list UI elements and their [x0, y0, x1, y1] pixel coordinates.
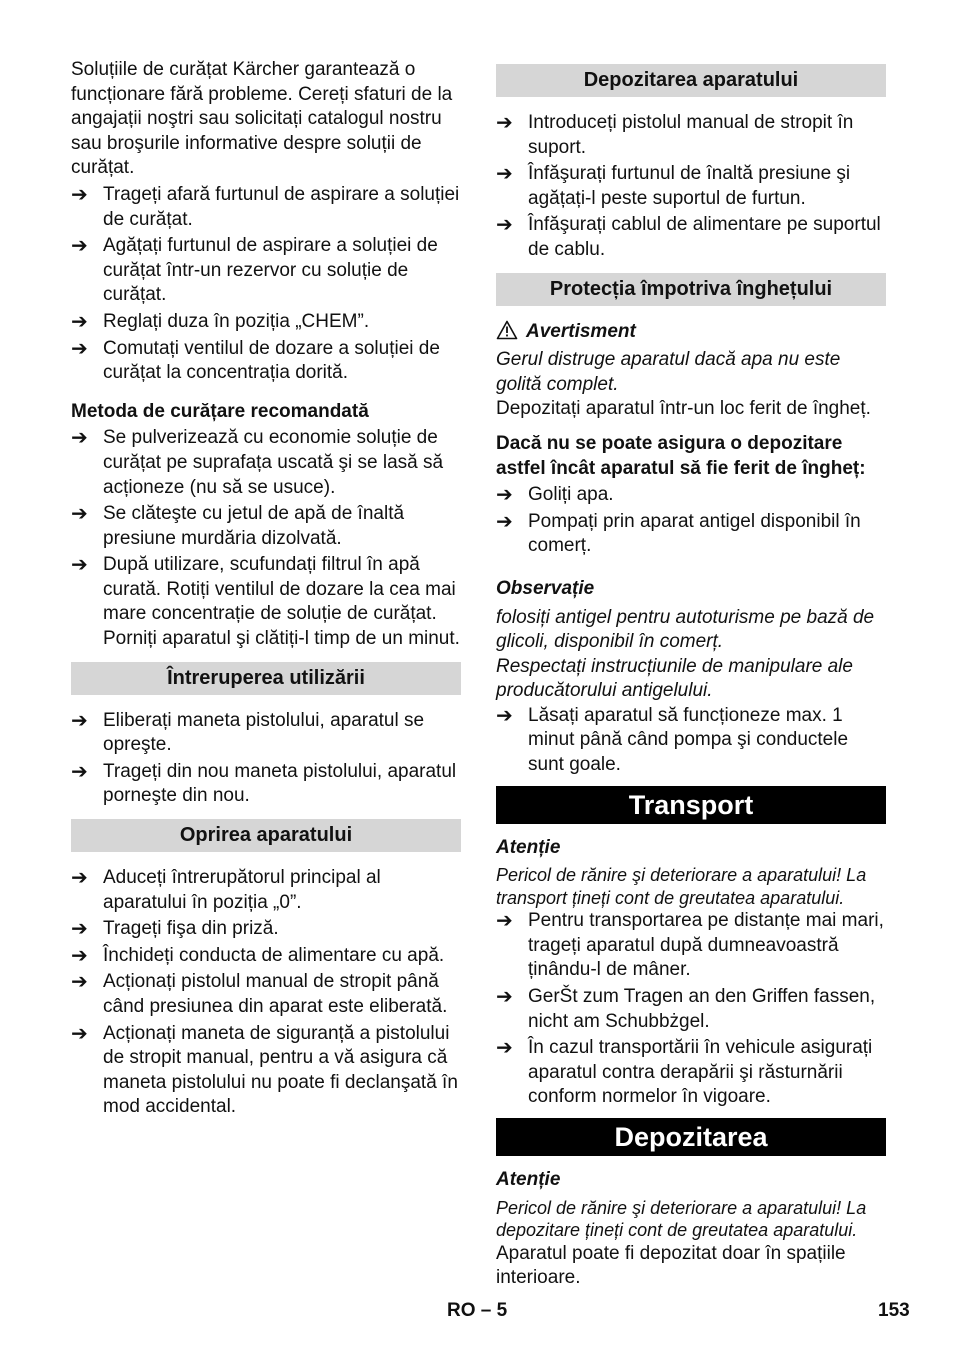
list-item-text: Agățați furtunul de aspirare a soluției de curățat într-un rezervor cu soluție de curățat. [103, 235, 438, 306]
arrow-right-icon: ➔ [496, 986, 513, 1009]
interrupt-section-title: Întreruperea utilizării [71, 662, 461, 695]
list-item-text: Goliți apa. [528, 484, 614, 506]
left-column [71, 58, 461, 1122]
list-item [71, 970, 461, 1019]
list-item [71, 337, 461, 386]
warning-text: Gerul distruge aparatul dacă apa nu este golită complet. [496, 349, 841, 395]
arrow-right-icon: ➔ [71, 1022, 88, 1045]
transport-caution-text: Pericol de rănire şi deteriorare a aparatului! La transport țineți cont de greutatea aparatului. [496, 865, 867, 908]
arrow-right-icon: ➔ [496, 163, 513, 186]
arrow-right-icon: ➔ [496, 112, 513, 134]
footer-language-page: RO – 5 [447, 1300, 508, 1321]
list-item [496, 704, 886, 778]
arrow-right-icon: ➔ [496, 1037, 513, 1060]
storage-section-title: Depozitarea [496, 1118, 886, 1156]
warning-heading [496, 320, 886, 345]
list-item-text: Se clăteşte cu jetul de apă de înaltă presiune murdăria dizolvată. [103, 503, 405, 549]
arrow-right-icon: ➔ [71, 918, 88, 941]
list-item-text: Înfăşurați furtunul de înaltă presiune şi agățați-l peste suportul de furtun. [528, 163, 851, 209]
note-steps-list [496, 704, 886, 778]
arrow-right-icon: ➔ [71, 337, 88, 360]
list-item-text: După utilizare, scufundați filtrul în apă curată. Rotiți ventilul de dozare la cea mai mare concentrație de soluție de curățat. Porniți aparatul şi clătiți-l timp de un minut. [103, 554, 460, 650]
list-item [71, 502, 461, 551]
list-item [71, 553, 461, 651]
frost-steps-list [496, 483, 886, 559]
list-item-text: Eliberați maneta pistolului, aparatul se opreşte. [103, 709, 425, 756]
list-item [496, 909, 886, 983]
interrupt-steps-list [71, 709, 461, 809]
list-item-text: Comutați ventilul de dozare a soluției de curățat la concentrația dorită. [103, 337, 440, 384]
list-item [496, 483, 886, 508]
arrow-right-icon: ➔ [71, 427, 88, 450]
list-item-text: Lăsați aparatul să funcționeze max. 1 minut până când pompa şi conductele sunt goale. [528, 704, 849, 776]
note-text-2: Respectați instrucțiunile de manipulare ale producătorului antigelului. [496, 655, 853, 702]
list-item-text: Aduceți întrerupătorul principal al aparatului în poziția „0”. [103, 867, 381, 913]
arrow-right-icon: ➔ [71, 971, 88, 994]
method-steps-list [71, 426, 461, 651]
list-item [496, 111, 886, 160]
arrow-right-icon: ➔ [496, 214, 513, 237]
shutdown-section-title: Oprirea aparatului [71, 819, 461, 852]
transport-caution-title: Atenție [496, 836, 561, 858]
transport-steps-list [496, 909, 886, 1110]
list-item-text: Trageți afară furtunul de aspirare a soluției de curățat. [103, 183, 460, 230]
storage-device-section-title: Depozitarea aparatului [496, 64, 886, 97]
arrow-right-icon: ➔ [71, 310, 88, 333]
list-item-text: Înfăşurați cablul de alimentare pe suportul de cablu. [528, 214, 881, 260]
storage-text: Aparatul poate fi depozitat doar în spațiile interioare. [496, 1242, 846, 1289]
arrow-right-icon: ➔ [71, 503, 88, 526]
method-title: Metoda de curățare recomandată [71, 400, 369, 422]
right-column [496, 58, 886, 1293]
list-item-text: Reglați duza în poziția „CHEM”. [103, 310, 370, 332]
list-item-text: Se pulverizează cu economie soluție de curățat pe suprafața uscată şi se lasă să acționeze (nu să se usuce). [103, 427, 444, 498]
list-item [496, 1036, 886, 1110]
list-item [496, 510, 886, 559]
frost-text: Depozitați aparatul într-un loc ferit de îngheț. [496, 398, 871, 420]
list-item-text: Acționați pistolul manual de stropit până când presiunea din aparat este eliberată. [103, 971, 448, 1017]
list-item-text: În cazul transportării în vehicule asigurați aparatul contra derapării şi răsturnării conform normelor în vigoare. [528, 1037, 873, 1108]
list-item-text: Pentru transportarea pe distanțe mai mari, trageți aparatul după dumneavoastră ținându-l de mâner. [528, 910, 884, 981]
list-item [71, 1022, 461, 1120]
warning-title: Avertisment [526, 320, 636, 342]
arrow-right-icon: ➔ [71, 235, 88, 258]
list-item-text: Trageți din nou maneta pistolului, aparatul porneşte din nou. [103, 760, 457, 807]
list-item [496, 213, 886, 262]
shutdown-steps-list [71, 866, 461, 1120]
arrow-right-icon: ➔ [71, 944, 88, 967]
list-item-text: Trageți fişa din priză. [103, 918, 279, 940]
arrow-right-icon: ➔ [71, 760, 88, 783]
storage-caution-text: Pericol de rănire şi deteriorare a aparatului! La depozitare țineți cont de greutatea aparatului. [496, 1197, 867, 1241]
list-item-text: GerŠt zum Tragen an den Griffen fassen, nicht am Schubbżgel. [528, 986, 876, 1032]
arrow-right-icon: ➔ [71, 554, 88, 577]
list-item [71, 917, 461, 942]
frost-bold-text: Dacă nu se poate asigura o depozitare astfel încât aparatul să fie ferit de îngheț: [496, 432, 866, 479]
arrow-right-icon: ➔ [71, 709, 88, 732]
note-text-1: folosiți antigel pentru autoturisme pe bază de glicoli, disponibil în comerț. [496, 606, 875, 653]
list-item-text: Închideți conducta de alimentare cu apă. [103, 944, 445, 966]
intro-paragraph: Soluțiile de curățat Kärcher garantează o funcționare fără probleme. Cereți sfaturi de la angajații noştri sau solicitați catalogul nostru sau broşurile informative despre soluții de curățat. [71, 59, 453, 179]
footer-page-number: 153 [878, 1300, 910, 1321]
list-item [71, 310, 461, 335]
arrow-right-icon: ➔ [496, 484, 513, 507]
transport-section-title: Transport [496, 786, 886, 824]
storage-caution-title: Atenție [496, 1169, 561, 1190]
list-item [71, 944, 461, 969]
list-item [496, 162, 886, 211]
arrow-right-icon: ➔ [496, 910, 513, 933]
list-item [71, 866, 461, 915]
arrow-right-icon: ➔ [71, 867, 88, 890]
arrow-right-icon: ➔ [71, 183, 88, 206]
list-item [71, 709, 461, 758]
list-item-text: Acționați maneta de siguranță a pistolului de stropit manual, pentru a vă asigura că maneta pistolului nu poate fi declanşată în mod accidental. [103, 1022, 458, 1118]
list-item-text: Pompați prin aparat antigel disponibil în comerț. [528, 510, 861, 557]
list-item [71, 183, 461, 232]
arrow-right-icon: ➔ [496, 704, 513, 727]
warning-triangle-icon [496, 320, 518, 340]
list-item [71, 760, 461, 809]
arrow-right-icon: ➔ [496, 510, 513, 533]
list-item-text: Introduceți pistolul manual de stropit în suport. [528, 112, 854, 158]
list-item [496, 985, 886, 1034]
intro-steps-list [71, 183, 461, 386]
list-item [71, 426, 461, 500]
storage-device-steps-list [496, 111, 886, 263]
frost-section-title: Protecția împotriva înghețului [496, 273, 886, 306]
list-item [71, 234, 461, 308]
note-title: Observație [496, 577, 595, 599]
